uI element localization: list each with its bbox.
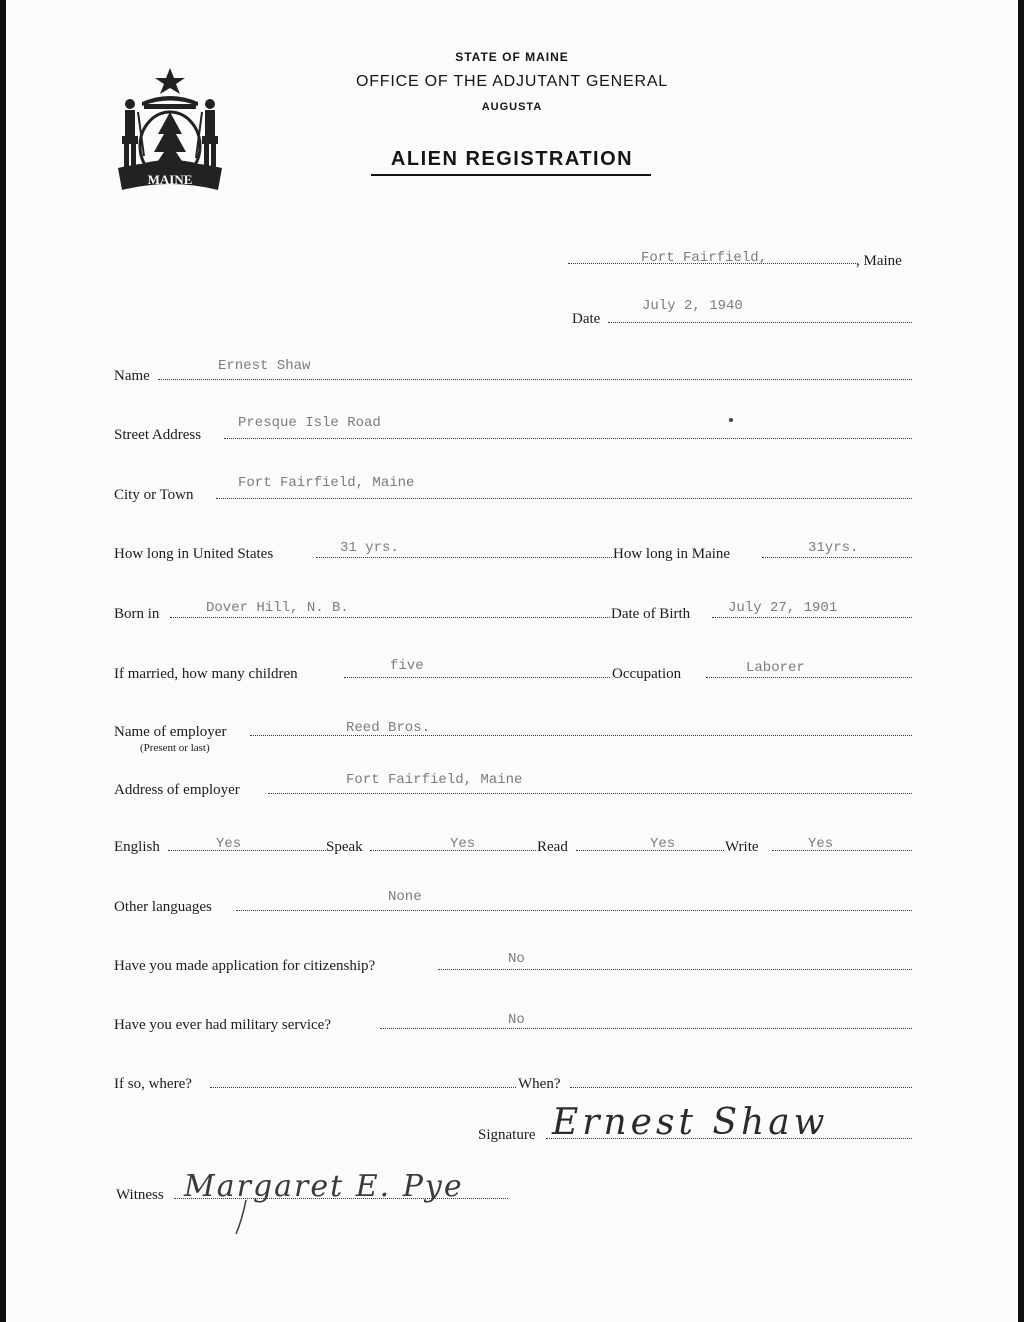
occupation-label: Occupation bbox=[612, 666, 682, 682]
employer-label: Name of employer bbox=[114, 724, 227, 740]
city-label: City or Town bbox=[114, 487, 194, 503]
dob-value: July 27, 1901 bbox=[728, 600, 838, 616]
military-line bbox=[380, 1028, 912, 1029]
maine-duration-line bbox=[762, 557, 912, 558]
born-in-line bbox=[170, 617, 610, 618]
name-label: Name bbox=[114, 368, 150, 384]
when-label: When? bbox=[518, 1076, 561, 1092]
signature-label: Signature bbox=[478, 1127, 536, 1143]
military-value: No bbox=[508, 1012, 525, 1028]
street-field-line bbox=[224, 438, 912, 439]
employer-sublabel: (Present or last) bbox=[140, 742, 210, 754]
employer-address-value: Fort Fairfield, Maine bbox=[346, 772, 523, 788]
ink-speck bbox=[729, 418, 733, 422]
born-in-value: Dover Hill, N. B. bbox=[206, 600, 349, 616]
us-duration-line bbox=[316, 557, 612, 558]
place-suffix-label: , Maine bbox=[856, 253, 902, 269]
occupation-line bbox=[706, 677, 912, 678]
read-value: Yes bbox=[650, 836, 676, 852]
form-title: ALIEN REGISTRATION bbox=[390, 148, 634, 170]
us-duration-label: How long in United States bbox=[114, 546, 274, 562]
citizenship-value: No bbox=[508, 951, 525, 967]
children-label: If married, how many children bbox=[114, 666, 298, 682]
name-value: Ernest Shaw bbox=[218, 358, 311, 374]
employer-address-label: Address of employer bbox=[114, 782, 240, 798]
occupation-value: Laborer bbox=[746, 660, 805, 676]
children-line bbox=[344, 677, 610, 678]
city-field-line bbox=[216, 498, 912, 499]
name-field-line bbox=[158, 379, 912, 380]
other-languages-label: Other languages bbox=[114, 899, 212, 915]
us-duration-value: 31 yrs. bbox=[340, 540, 399, 556]
date-label: Date bbox=[572, 311, 601, 327]
dob-line bbox=[712, 617, 912, 618]
street-label: Street Address bbox=[114, 427, 202, 443]
city-value: Fort Fairfield, Maine bbox=[238, 475, 415, 491]
scan-edge-right bbox=[1018, 0, 1024, 1322]
witness-label: Witness bbox=[116, 1187, 164, 1203]
speak-value: Yes bbox=[450, 836, 476, 852]
write-label: Write bbox=[725, 839, 759, 855]
title-underline bbox=[371, 174, 651, 176]
english-label: English bbox=[114, 839, 160, 855]
header-city: AUGUSTA bbox=[481, 101, 543, 113]
header-office: OFFICE OF THE ADJUTANT GENERAL bbox=[355, 73, 669, 90]
svg-text:MAINE: MAINE bbox=[147, 172, 193, 187]
header-state: STATE OF MAINE bbox=[455, 50, 569, 64]
write-line bbox=[772, 850, 912, 851]
maine-duration-label: How long in Maine bbox=[613, 546, 731, 562]
citizenship-label: Have you made application for citizenship? bbox=[114, 958, 376, 974]
speak-label: Speak bbox=[326, 839, 363, 855]
maine-duration-value: 31yrs. bbox=[808, 540, 859, 556]
employer-address-line bbox=[268, 793, 912, 794]
read-label: Read bbox=[537, 839, 568, 855]
date-value: July 2, 1940 bbox=[642, 298, 743, 314]
witness-handwriting bbox=[180, 1150, 480, 1240]
other-languages-line bbox=[236, 910, 912, 911]
dob-label: Date of Birth bbox=[611, 606, 691, 622]
born-in-label: Born in bbox=[114, 606, 160, 622]
street-value: Presque Isle Road bbox=[238, 415, 381, 431]
date-field-line bbox=[608, 322, 912, 323]
employer-value: Reed Bros. bbox=[346, 720, 431, 736]
military-label: Have you ever had military service? bbox=[114, 1017, 331, 1033]
where-line bbox=[210, 1087, 516, 1088]
document-page bbox=[6, 0, 1018, 1322]
place-value: Fort Fairfield, bbox=[641, 250, 768, 266]
when-line bbox=[570, 1087, 912, 1088]
citizenship-line bbox=[438, 969, 912, 970]
svg-text:Ernest Shaw: Ernest Shaw bbox=[552, 1102, 829, 1143]
svg-text:Margaret E. Pye: Margaret E. Pye bbox=[184, 1169, 464, 1204]
write-value: Yes bbox=[808, 836, 834, 852]
signature-handwriting bbox=[546, 1092, 846, 1148]
other-languages-value: None bbox=[388, 889, 422, 905]
english-line bbox=[168, 850, 326, 851]
english-value: Yes bbox=[216, 836, 242, 852]
children-value: five bbox=[390, 658, 424, 674]
where-label: If so, where? bbox=[114, 1076, 192, 1092]
